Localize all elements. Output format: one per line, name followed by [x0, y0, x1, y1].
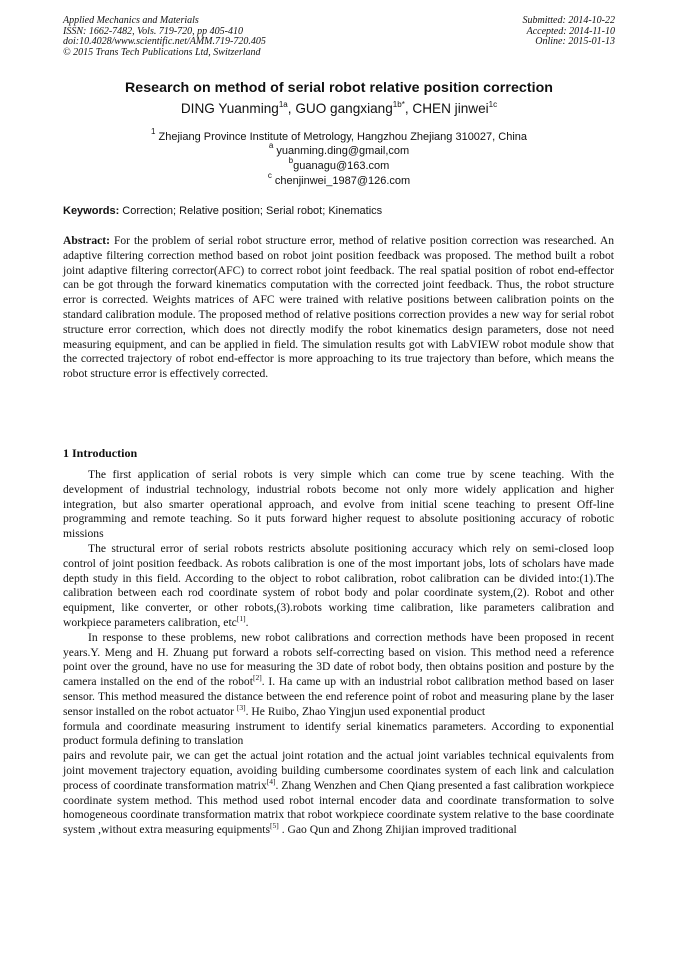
body-text — [63, 468, 614, 838]
paragraph-text: . I. Ha came up with an industrial robot calibration method based on laser sensor. This method measured the distance between the end reference point of robot and measuring plane by the laser sensor installed on the robot actuator — [63, 675, 615, 718]
citation-ref: [3] — [236, 702, 246, 712]
paragraph-text: . He Ruibo, Zhao Yingjun used exponential product — [245, 704, 486, 718]
citation-ref: [1] — [236, 613, 246, 623]
affiliation-sup: 1 — [150, 127, 156, 136]
dates-header — [523, 16, 616, 48]
affiliation-text: chenjinwei_1987@126.com — [271, 175, 411, 187]
paragraph-text: formula and coordinate measuring instrument to identify serial kinematics parameters. According to exponential product formula defining to translation — [63, 719, 614, 748]
journal-name: Applied Mechanics and Materials — [63, 15, 199, 26]
date-submitted: Submitted: 2014-10-22 — [522, 15, 615, 26]
affiliation-email-c — [0, 171, 678, 187]
citation-ref: [4] — [266, 776, 276, 786]
author-sup: 1c — [488, 100, 498, 109]
journal-header — [63, 16, 266, 58]
abstract-text: For the problem of serial robot structure error, method of relative position correction was researched. An adaptive filtering correction method based on robot joint position feedback was proposed. The method built a robot joint adaptive filtering corrector(AFC) to correct robot joint feedback. The real spatial position of robot end-effector can be got through the forward kinematics computation with the corrected joint feedback. Thus, the robot structure error is corrected. Weights matrices of AFC were trained with relative positions between calibration points on the standard calibration module. The proposed method of relative positions correction provides a new way for serial robot structure error correction, which does not directly modify the robot kinematics design parameters, dose not need measuring equipment, and can be applied in field. The simulation results got with LabVIEW robot module show that the corrected trajectory of robot end-effector is more approaching to its true trajectory than before, which means the robot structure error is effectively corrected. — [63, 234, 614, 381]
abstract — [63, 234, 614, 382]
affiliation-sup: a — [268, 141, 274, 150]
paragraph-text: pairs and revolute pair, we can get the actual joint rotation and the actual joint variables technical equivalents from joint movement trajectory equation, avoiding building cumbersome coordinates system of each link and calculation process of coordinate transformation matrix — [63, 749, 614, 792]
affiliation-institute — [0, 127, 678, 143]
affiliation-email-a — [0, 141, 678, 157]
paragraph-text: . — [245, 615, 249, 629]
paragraph-text: In response to these problems, new robot calibrations and correction methods have been proposed in recent years.Y. Meng and H. Zhuang put forward a robots self-correcting based on vision. This method need a reference point over the ground, have no use for measuring the 3D date of robot body, then obtains position and posture by the camera installed on the end of the robot — [63, 630, 614, 689]
paragraph — [63, 631, 614, 720]
author-name: GUO gangxiang — [295, 101, 393, 116]
paragraph — [63, 749, 614, 838]
paragraph-text: . Gao Qun and Zhong Zhijian improved traditional — [278, 823, 517, 837]
author-name: DING Yuanming — [180, 101, 279, 116]
section-title: 1 Introduction — [63, 446, 138, 460]
citation-ref: [5] — [270, 821, 279, 831]
keywords-label: Keywords: — [63, 205, 120, 217]
journal-issn: ISSN: 1662-7482, Vols. 719-720, pp 405-410 — [63, 25, 243, 37]
keywords — [63, 205, 382, 217]
affiliation-sup: b — [288, 156, 294, 165]
journal-doi: doi:10.4028/www.scientific.net/AMM.719-720.405 — [63, 36, 266, 48]
author-sup: 1a — [278, 100, 288, 109]
paragraph-text: The first application of serial robots is very simple which can come true by scene teaching. With the development of industrial technology, industrial robots become not only more widely application and higher integration, but also smarter operational approach, and evolve from initial scene teaching to present Off-line programming and remote teaching. So it puts forward higher request to absolute positioning accuracy of robotic missions — [63, 468, 614, 541]
author-sup: 1b* — [392, 100, 405, 109]
author-name: CHEN jinwei — [412, 101, 489, 116]
date-online: Online: 2015-01-13 — [535, 36, 615, 48]
author-sep: , — [287, 101, 296, 116]
author-sep: , — [404, 101, 413, 116]
paragraph-text: . Zhang Wenzhen and Chen Qiang presented a fast calibration workpiece coordinate system method. This method used robot internal encoder data and coordinate transformation to solve homogeneous coordinate transformation matrix that robot workpiece coordinate system relative to the base coordinate system ,without extra measuring equipments — [63, 778, 615, 837]
paper-title: Research on method of serial robot relative position correction — [124, 80, 554, 96]
keywords-text: Correction; Relative position; Serial robot; Kinematics — [119, 205, 383, 217]
affiliation-email-b — [0, 156, 678, 172]
paragraph-text: The structural error of serial robots restricts absolute positioning accuracy which rely on semi-closed loop control of joint position feedback. As robots calibration is one of the most important jobs, lots of scholars have made depth study in this field. According to the object to robot calibration, robot calibration can be divided into:(1).The calibration between each rod coordinate system of robot body and polar coordinate system,(2). Robot and other equipment, like converter, or other robots,(3).robots working time calibration, like parameters calibration and workpiece parameters calibration, etc — [63, 541, 614, 629]
affiliation-text: Zhejiang Province Institute of Metrology, Hangzhou Zhejiang 310027, China — [155, 131, 528, 143]
journal-copyright: © 2015 Trans Tech Publications Ltd, Switzerland — [63, 46, 261, 58]
abstract-label: Abstract: — [63, 234, 111, 247]
author-line — [0, 101, 678, 116]
citation-ref: [2] — [252, 673, 262, 683]
affiliation-text: yuanming.ding@gmail,com — [273, 145, 410, 157]
affiliation-sup: c — [267, 171, 272, 180]
paragraph — [63, 542, 614, 631]
affiliation-text: guanagu@163.com — [293, 160, 390, 172]
date-accepted: Accepted: 2014-11-10 — [526, 25, 615, 37]
paragraph — [63, 468, 614, 542]
paragraph — [63, 720, 614, 750]
